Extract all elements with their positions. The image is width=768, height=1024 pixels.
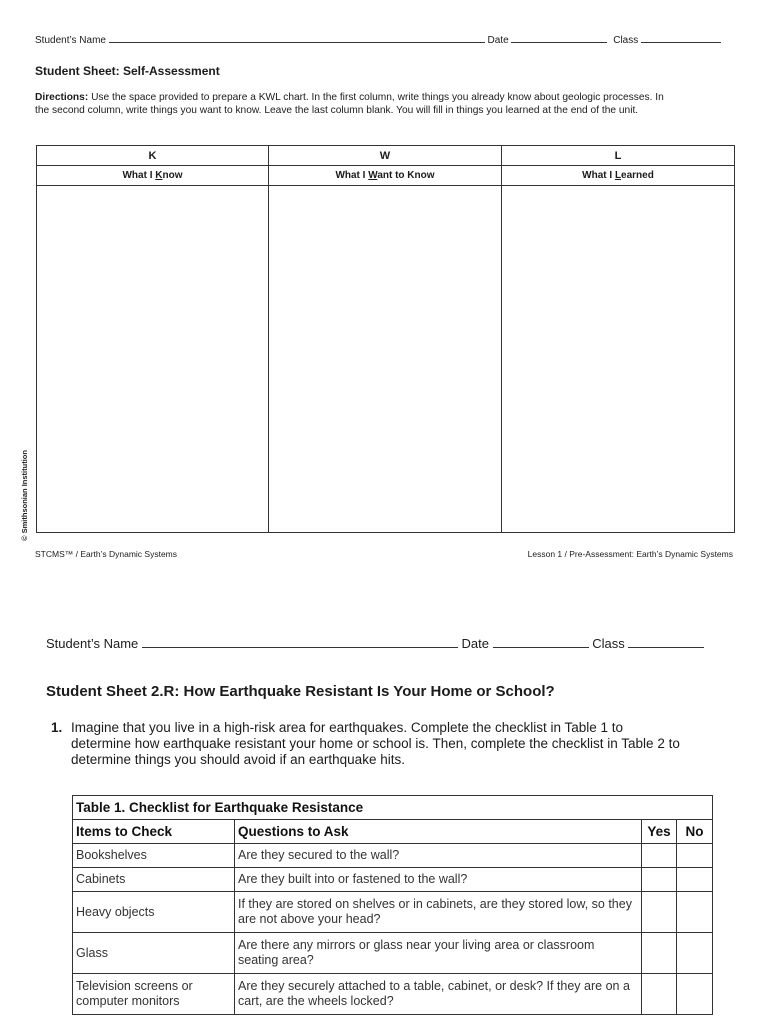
class-line-2[interactable] [628,636,704,648]
row-item: Heavy objects [73,892,235,933]
date-label-2: Date [461,636,489,651]
date-label: Date [487,35,509,46]
row-question: Are they secured to the wall? [235,844,642,868]
kwl-learned-cell[interactable] [502,186,735,533]
kwl-heading-know-pre: What I [122,170,156,181]
kwl-want-cell[interactable] [269,186,502,533]
student-name-line-2[interactable] [142,636,458,648]
sheet1-header [35,33,721,46]
kwl-heading-want-key: W [368,170,378,181]
table-row [73,933,713,974]
question-1 [46,720,686,768]
class-label: Class [613,35,639,46]
kwl-chart [36,145,735,533]
table-row [73,892,713,933]
no-checkbox-cell[interactable] [677,974,713,1015]
kwl-heading-know-key: K [155,170,163,181]
header-no: No [677,820,713,844]
kwl-heading-row [37,166,735,186]
no-checkbox-cell[interactable] [677,892,713,933]
row-item: Glass [73,933,235,974]
class-label-2: Class [592,636,625,651]
student-name-label: Student’s Name [35,35,106,46]
table-caption-label: Table 1 [76,800,122,815]
header-questions: Questions to Ask [235,820,642,844]
kwl-letter-w: W [269,146,502,166]
kwl-heading-want [269,166,502,186]
kwl-letter-l: L [502,146,735,166]
row-item: Cabinets [73,868,235,892]
question-1-text: Imagine that you live in a high-risk area for earthquakes. Complete the checklist in Table 1 to determine how earthquake resistant your home or school is. Then, complete the checklist in Table 2 to determine things you should avoid if an earthquake hits. [71,720,680,767]
footer-right: Lesson 1 / Pre-Assessment: Earth’s Dynamic Systems [527,549,733,559]
directions-label: Directions: [35,92,89,103]
directions [35,91,675,117]
yes-checkbox-cell[interactable] [642,868,677,892]
table-row [73,844,713,868]
kwl-body-row [37,186,735,533]
yes-checkbox-cell[interactable] [642,933,677,974]
kwl-heading-want-pre: What I [335,170,369,181]
row-item: Bookshelves [73,844,235,868]
no-checkbox-cell[interactable] [677,868,713,892]
header-yes: Yes [642,820,677,844]
yes-checkbox-cell[interactable] [642,974,677,1015]
student-name-line[interactable] [109,33,485,43]
table-row [73,868,713,892]
date-line[interactable] [511,33,607,43]
row-item: Television screens or computer monitors [73,974,235,1015]
kwl-letter-k: K [37,146,269,166]
footer-left: STCMS™ / Earth’s Dynamic Systems [35,549,178,559]
table-header-row [73,820,713,844]
copyright-vertical: © Smithsonian Institution [20,450,29,541]
kwl-heading-learned-post: earned [621,170,654,181]
kwl-heading-learned-pre: What I [582,170,615,181]
no-checkbox-cell[interactable] [677,844,713,868]
kwl-know-cell[interactable] [37,186,269,533]
kwl-heading-learned [502,166,735,186]
directions-text: Use the space provided to prepare a KWL chart. In the first column, write things you already know about geologic processes. In the second column, write things you want to know. Leave the last column blank. You will fill in things you learned at the end of the unit. [35,92,664,116]
row-question: Are they securely attached to a table, cabinet, or desk? If they are on a cart, are the wheels locked? [235,974,642,1015]
class-line[interactable] [641,33,721,43]
question-1-number: 1. [51,720,63,735]
sheet2-header [46,636,704,651]
row-question: Are they built into or fastened to the wall? [235,868,642,892]
checklist-table [72,795,713,1015]
kwl-heading-learned-key: L [614,170,622,181]
student-name-label-2: Student’s Name [46,636,139,651]
sheet2-title: Student Sheet 2.R: How Earthquake Resistant Is Your Home or School? [46,683,555,700]
table-caption-text: . Checklist for Earthquake Resistance [121,800,364,815]
kwl-heading-know [37,166,269,186]
row-question: If they are stored on shelves or in cabinets, are they stored low, so they are not above your head? [235,892,642,933]
date-line-2[interactable] [493,636,589,648]
sheet1-title: Student Sheet: Self-Assessment [35,64,220,78]
yes-checkbox-cell[interactable] [642,844,677,868]
no-checkbox-cell[interactable] [677,933,713,974]
header-items: Items to Check [73,820,235,844]
table-row [73,974,713,1015]
kwl-heading-know-post: now [162,170,183,181]
table-caption-row [73,796,713,820]
kwl-letter-row [37,146,735,166]
kwl-heading-want-post: ant to Know [377,170,435,181]
table-caption [73,796,713,820]
yes-checkbox-cell[interactable] [642,892,677,933]
row-question: Are there any mirrors or glass near your living area or classroom seating area? [235,933,642,974]
